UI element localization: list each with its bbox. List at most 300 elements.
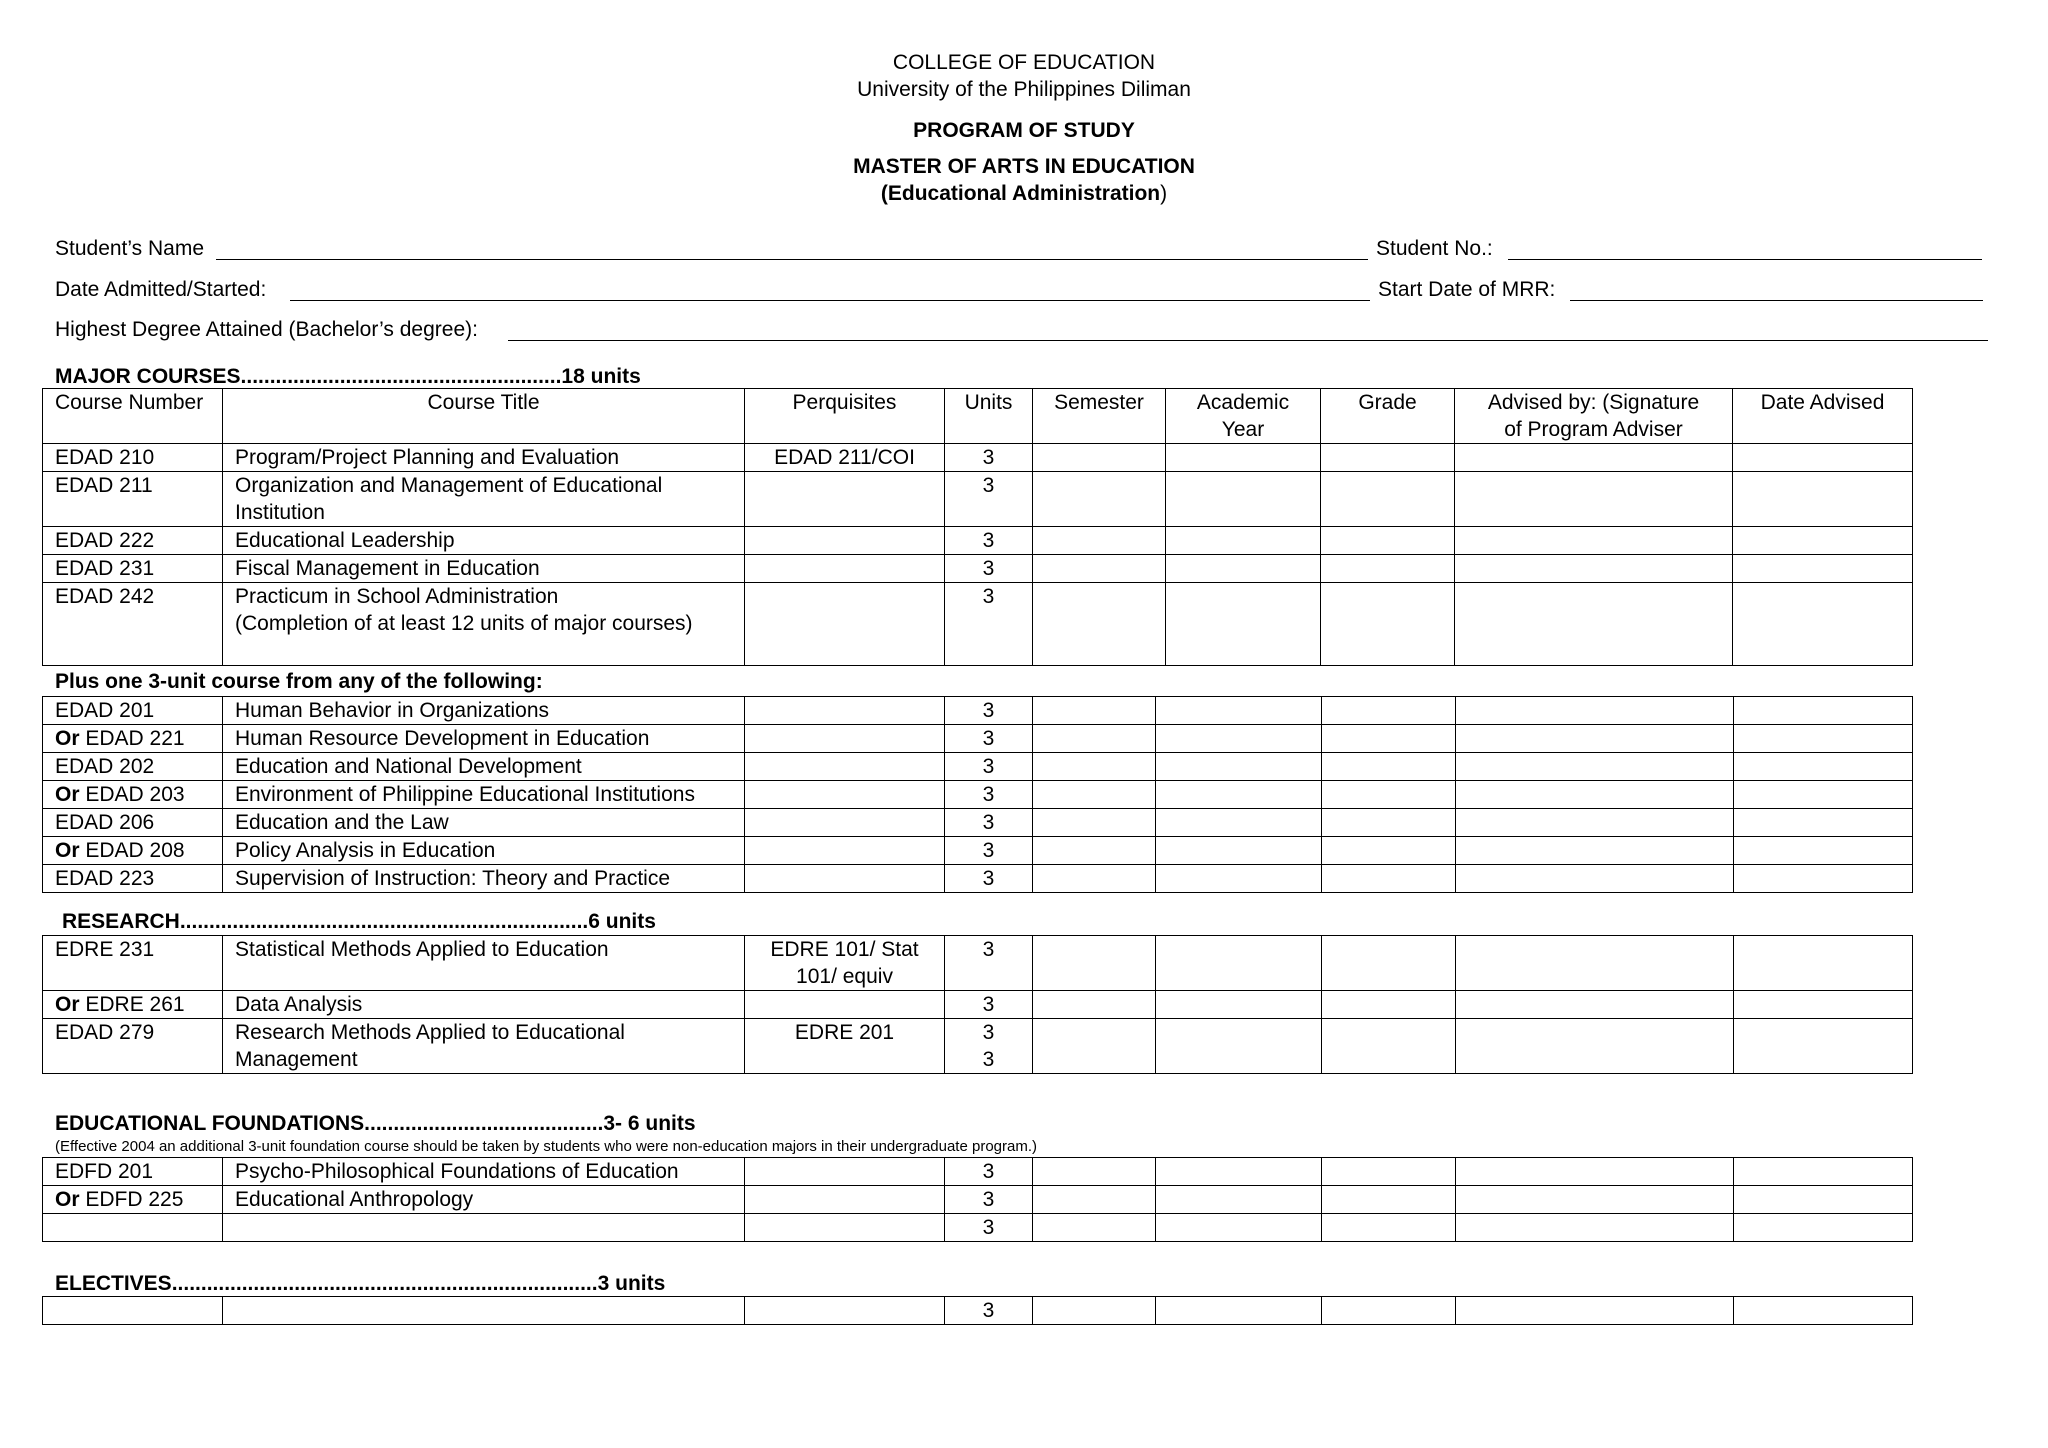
- semester-cell[interactable]: [1033, 991, 1156, 1019]
- course-title-cell: [223, 1186, 745, 1214]
- course-title-cell: [223, 837, 745, 865]
- course-number: EDAD 208: [85, 839, 185, 862]
- course-number-cell: [43, 1019, 223, 1074]
- units-cell: [945, 527, 1033, 555]
- prerequisite-cell: [745, 583, 945, 666]
- prerequisite-cell[interactable]: [745, 725, 945, 753]
- student-no-line[interactable]: [1508, 259, 1982, 260]
- academic-year-cell[interactable]: [1166, 472, 1321, 527]
- cell-text: Management: [235, 1048, 358, 1071]
- highest-degree-label: Highest Degree Attained (Bachelor’s degree):: [55, 318, 478, 341]
- major-courses-heading: MAJOR COURSES.......................................................18 units: [55, 365, 641, 388]
- major-courses-table: [42, 388, 1913, 666]
- academic-year-cell[interactable]: [1156, 1186, 1322, 1214]
- cell-text: 3: [982, 867, 995, 890]
- course-number-cell: [43, 837, 223, 865]
- cell-text: Environment of Philippine Educational Institutions: [235, 783, 695, 806]
- course-number: EDRE 261: [85, 993, 185, 1016]
- cell-text: Advised by: (Signature: [1487, 391, 1700, 414]
- units-cell: [945, 865, 1033, 893]
- cell-text: 3: [982, 938, 995, 961]
- col-academic-year: [1166, 389, 1321, 444]
- cell-text: Practicum in School Administration: [235, 585, 559, 608]
- start-date-mrr-line[interactable]: [1570, 300, 1983, 301]
- cell-text: Human Resource Development in Education: [235, 727, 650, 750]
- academic-year-cell[interactable]: [1156, 1214, 1322, 1242]
- advised-by-cell[interactable]: [1456, 1158, 1734, 1186]
- academic-year-cell[interactable]: [1156, 936, 1322, 991]
- cell-text: 3: [982, 1188, 995, 1211]
- date-advised-cell[interactable]: [1734, 781, 1913, 809]
- col-units: [945, 389, 1033, 444]
- degree-title: MASTER OF ARTS IN EDUCATION: [853, 155, 1195, 178]
- academic-year-cell[interactable]: [1166, 555, 1321, 583]
- prerequisite-cell[interactable]: [745, 1186, 945, 1214]
- table-row: [43, 555, 1913, 583]
- cell-text: Semester: [1054, 391, 1144, 414]
- cell-text: Course Number: [55, 391, 204, 414]
- university-name: University of the Philippines Diliman: [857, 78, 1191, 101]
- date-admitted-label: Date Admitted/Started:: [55, 278, 267, 301]
- course-number-cell: [43, 1214, 223, 1242]
- course-number: EDAD 242: [55, 585, 155, 608]
- advised-by-cell[interactable]: [1456, 753, 1734, 781]
- semester-cell[interactable]: [1033, 697, 1156, 725]
- course-number: EDAD 211: [55, 474, 153, 497]
- course-title-cell: [223, 809, 745, 837]
- table-row: [43, 837, 1913, 865]
- units-cell: [945, 837, 1033, 865]
- semester-cell[interactable]: [1033, 555, 1166, 583]
- prerequisite-cell[interactable]: [745, 1297, 945, 1325]
- grade-cell[interactable]: [1322, 809, 1456, 837]
- course-title-cell: [223, 583, 745, 666]
- units-cell: [945, 1186, 1033, 1214]
- foundations-heading: EDUCATIONAL FOUNDATIONS.........................................3- 6 units: [55, 1112, 696, 1135]
- course-title-cell: [223, 527, 745, 555]
- cell-text: Research Methods Applied to Educational: [235, 1021, 625, 1044]
- table-row: [43, 865, 1913, 893]
- course-title-cell: [223, 1019, 745, 1074]
- advised-by-cell[interactable]: [1456, 1214, 1734, 1242]
- prerequisite-cell[interactable]: [745, 1214, 945, 1242]
- course-title-cell: [223, 991, 745, 1019]
- table-row: [43, 472, 1913, 527]
- grade-cell[interactable]: [1322, 936, 1456, 991]
- cell-text: Units: [964, 391, 1013, 414]
- grade-cell[interactable]: [1322, 1297, 1456, 1325]
- col-course-title: [223, 389, 745, 444]
- units-cell: [945, 697, 1033, 725]
- cell-text: Year: [1221, 418, 1265, 441]
- document-title: PROGRAM OF STUDY: [913, 119, 1135, 142]
- cell-text: Date Advised: [1760, 391, 1885, 414]
- table-row: [43, 583, 1913, 666]
- grade-cell[interactable]: [1321, 527, 1455, 555]
- date-advised-cell[interactable]: [1734, 809, 1913, 837]
- cell-text: 3: [982, 1216, 995, 1239]
- course-number-cell: [43, 1297, 223, 1325]
- cell-text: EDRE 201: [794, 1021, 895, 1044]
- course-title-cell: [223, 444, 745, 472]
- cell-text: Educational Anthropology: [235, 1188, 474, 1211]
- research-heading: RESEARCH......................................................................6 units: [62, 910, 656, 933]
- course-title-cell: [223, 936, 745, 991]
- table-row: [43, 1214, 1913, 1242]
- cell-text: 3: [982, 993, 995, 1016]
- academic-year-cell[interactable]: [1156, 837, 1322, 865]
- col-grade: [1321, 389, 1455, 444]
- academic-year-cell[interactable]: [1156, 753, 1322, 781]
- units-cell: [945, 753, 1033, 781]
- cell-text: 3: [982, 1160, 995, 1183]
- prerequisite-cell: [745, 936, 945, 991]
- cell-text: Supervision of Instruction: Theory and Practice: [235, 867, 671, 890]
- electives-heading: ELECTIVES.........................................................................3 units: [55, 1272, 666, 1295]
- table-row: [43, 1158, 1913, 1186]
- course-number-cell: [43, 725, 223, 753]
- semester-cell[interactable]: [1033, 936, 1156, 991]
- header-row: [43, 389, 1913, 444]
- academic-year-cell[interactable]: [1166, 527, 1321, 555]
- cell-text: Statistical Methods Applied to Education: [235, 938, 609, 961]
- semester-cell[interactable]: [1033, 444, 1166, 472]
- table-row: [43, 781, 1913, 809]
- or-label: Or: [55, 783, 80, 806]
- course-title-cell: [223, 725, 745, 753]
- course-number-cell: [43, 444, 223, 472]
- academic-year-cell[interactable]: [1156, 865, 1322, 893]
- advised-by-cell[interactable]: [1456, 936, 1734, 991]
- or-label: Or: [55, 993, 80, 1016]
- semester-cell[interactable]: [1033, 865, 1156, 893]
- college-name: COLLEGE OF EDUCATION: [892, 51, 1156, 74]
- prerequisite-cell[interactable]: [745, 781, 945, 809]
- prerequisite-cell[interactable]: [745, 697, 945, 725]
- advised-by-cell[interactable]: [1456, 1019, 1734, 1074]
- date-advised-cell[interactable]: [1733, 444, 1913, 472]
- cell-text: Data Analysis: [235, 993, 363, 1016]
- grade-cell[interactable]: [1321, 555, 1455, 583]
- table-row: [43, 444, 1913, 472]
- cell-text: Academic: [1196, 391, 1290, 414]
- cell-text: Education and the Law: [235, 811, 449, 834]
- cell-text: of Program Adviser: [1504, 418, 1683, 441]
- semester-cell[interactable]: [1033, 781, 1156, 809]
- prerequisite-cell: [745, 472, 945, 527]
- cell-text: 3: [982, 1299, 995, 1322]
- units-cell: [945, 809, 1033, 837]
- units-cell: [945, 583, 1033, 666]
- table-row: [43, 936, 1913, 991]
- cell-text: 3: [982, 839, 995, 862]
- cell-text: 3: [982, 783, 995, 806]
- col-prerequisites: [745, 389, 945, 444]
- student-name-line[interactable]: [216, 259, 1368, 260]
- course-number-cell: [43, 781, 223, 809]
- foundations-table: [42, 1157, 1913, 1242]
- date-advised-cell[interactable]: [1734, 697, 1913, 725]
- course-number-cell: [43, 555, 223, 583]
- advised-by-cell[interactable]: [1456, 725, 1734, 753]
- table-row: [43, 809, 1913, 837]
- course-number: EDAD 221: [85, 727, 185, 750]
- cell-text: 3: [982, 811, 995, 834]
- units-cell: [945, 936, 1033, 991]
- or-label: Or: [55, 1188, 80, 1211]
- grade-cell[interactable]: [1322, 1158, 1456, 1186]
- academic-year-cell[interactable]: [1156, 1297, 1322, 1325]
- units-cell: [945, 1019, 1033, 1074]
- cell-text: 3: [982, 446, 995, 469]
- units-cell: [945, 725, 1033, 753]
- course-title-cell: [223, 555, 745, 583]
- date-advised-cell[interactable]: [1734, 753, 1913, 781]
- or-label: Or: [55, 839, 80, 862]
- semester-cell[interactable]: [1033, 472, 1166, 527]
- course-title-cell: [223, 753, 745, 781]
- grade-cell[interactable]: [1321, 444, 1455, 472]
- cell-text: 3: [982, 557, 995, 580]
- advised-by-cell[interactable]: [1456, 1186, 1734, 1214]
- date-advised-cell[interactable]: [1734, 1158, 1913, 1186]
- cell-text: 101/ equiv: [796, 965, 893, 988]
- cell-text: Psycho-Philosophical Foundations of Education: [235, 1160, 679, 1183]
- prerequisite-cell[interactable]: [745, 865, 945, 893]
- course-number: EDRE 231: [55, 938, 155, 961]
- table-row: [43, 1297, 1913, 1325]
- semester-cell[interactable]: [1033, 1158, 1156, 1186]
- academic-year-cell[interactable]: [1156, 1019, 1322, 1074]
- advised-by-cell[interactable]: [1456, 1297, 1734, 1325]
- course-title-cell: [223, 1297, 745, 1325]
- start-date-mrr-label: Start Date of MRR:: [1378, 278, 1556, 301]
- units-cell: [945, 1214, 1033, 1242]
- units-cell: [945, 1297, 1033, 1325]
- student-name-label: Student’s Name: [55, 237, 205, 260]
- cell-text: 3: [982, 529, 995, 552]
- semester-cell[interactable]: [1033, 753, 1156, 781]
- course-title-cell: [223, 1214, 745, 1242]
- units-cell: [945, 472, 1033, 527]
- advised-by-cell[interactable]: [1456, 697, 1734, 725]
- cell-text: 3: [982, 727, 995, 750]
- cell-text: Human Behavior in Organizations: [235, 699, 549, 722]
- date-advised-cell[interactable]: [1734, 837, 1913, 865]
- advised-by-cell[interactable]: [1456, 781, 1734, 809]
- course-number: EDAD 201: [55, 699, 155, 722]
- advised-by-cell[interactable]: [1455, 555, 1733, 583]
- advised-by-cell[interactable]: [1455, 583, 1733, 666]
- academic-year-cell[interactable]: [1156, 725, 1322, 753]
- cell-text: Educational Leadership: [235, 529, 455, 552]
- cell-text: 3: [982, 1021, 995, 1044]
- advised-by-cell[interactable]: [1456, 991, 1734, 1019]
- cell-text: Policy Analysis in Education: [235, 839, 496, 862]
- course-number: EDAD 206: [55, 811, 155, 834]
- date-advised-cell[interactable]: [1733, 583, 1913, 666]
- course-number: EDAD 279: [55, 1021, 155, 1044]
- semester-cell[interactable]: [1033, 583, 1166, 666]
- prerequisite-cell: [745, 444, 945, 472]
- academic-year-cell[interactable]: [1156, 809, 1322, 837]
- course-number-cell: [43, 936, 223, 991]
- advised-by-cell[interactable]: [1455, 444, 1733, 472]
- table-row: [43, 753, 1913, 781]
- semester-cell[interactable]: [1033, 725, 1156, 753]
- plus-one-heading: Plus one 3-unit course from any of the following:: [55, 670, 543, 693]
- col-date-advised: [1733, 389, 1913, 444]
- col-course-number: [43, 389, 223, 444]
- grade-cell[interactable]: [1321, 583, 1455, 666]
- cell-text: EDRE 101/ Stat: [770, 938, 919, 961]
- course-number: EDAD 203: [85, 783, 185, 806]
- col-advised-by: [1455, 389, 1733, 444]
- cell-text: Fiscal Management in Education: [235, 557, 540, 580]
- date-admitted-line[interactable]: [290, 300, 1370, 301]
- advised-by-cell[interactable]: [1456, 865, 1734, 893]
- date-advised-cell[interactable]: [1733, 472, 1913, 527]
- table-row: [43, 527, 1913, 555]
- course-number: EDAD 223: [55, 867, 155, 890]
- table-row: [43, 991, 1913, 1019]
- date-advised-cell[interactable]: [1734, 1297, 1913, 1325]
- course-number: EDAD 222: [55, 529, 155, 552]
- course-number-cell: [43, 753, 223, 781]
- course-number-cell: [43, 1186, 223, 1214]
- grade-cell[interactable]: [1322, 1214, 1456, 1242]
- cell-text: 3: [982, 585, 995, 608]
- course-number-cell: [43, 527, 223, 555]
- date-advised-cell[interactable]: [1733, 555, 1913, 583]
- cell-text: 3: [982, 1048, 995, 1071]
- table-row: [43, 725, 1913, 753]
- academic-year-cell[interactable]: [1156, 1158, 1322, 1186]
- cell-text: Program/Project Planning and Evaluation: [235, 446, 620, 469]
- prerequisite-cell[interactable]: [745, 1158, 945, 1186]
- advised-by-cell[interactable]: [1456, 809, 1734, 837]
- units-cell: [945, 444, 1033, 472]
- table-row: [43, 1186, 1913, 1214]
- academic-year-cell[interactable]: [1156, 781, 1322, 809]
- foundations-note: (Effective 2004 an additional 3-unit foundation course should be taken by students who were non-education majors in their undergraduate program.): [55, 1138, 1038, 1155]
- academic-year-cell[interactable]: [1156, 697, 1322, 725]
- date-advised-cell[interactable]: [1733, 527, 1913, 555]
- specialization-paren: ): [1160, 182, 1168, 205]
- grade-cell[interactable]: [1322, 837, 1456, 865]
- elective-major-table: [42, 696, 1913, 893]
- cell-text: (Completion of at least 12 units of major courses): [235, 612, 693, 635]
- advised-by-cell[interactable]: [1456, 837, 1734, 865]
- course-number-cell: [43, 583, 223, 666]
- grade-cell[interactable]: [1322, 991, 1456, 1019]
- date-advised-cell[interactable]: [1734, 1186, 1913, 1214]
- cell-text: 3: [982, 699, 995, 722]
- course-title-cell: [223, 865, 745, 893]
- units-cell: [945, 991, 1033, 1019]
- advised-by-cell[interactable]: [1455, 527, 1733, 555]
- advised-by-cell[interactable]: [1455, 472, 1733, 527]
- date-advised-cell[interactable]: [1734, 991, 1913, 1019]
- date-advised-cell[interactable]: [1734, 1214, 1913, 1242]
- course-number: EDFD 201: [55, 1160, 154, 1183]
- cell-text: Course Title: [427, 391, 540, 414]
- prerequisite-cell[interactable]: [745, 837, 945, 865]
- highest-degree-line[interactable]: [508, 340, 1988, 341]
- cell-text: Organization and Management of Educational: [235, 474, 663, 497]
- date-advised-cell[interactable]: [1734, 1019, 1913, 1074]
- grade-cell[interactable]: [1322, 697, 1456, 725]
- semester-cell[interactable]: [1033, 1186, 1156, 1214]
- grade-cell[interactable]: [1322, 865, 1456, 893]
- units-cell: [945, 1158, 1033, 1186]
- cell-text: 3: [982, 474, 995, 497]
- col-semester: [1033, 389, 1166, 444]
- semester-cell[interactable]: [1033, 809, 1156, 837]
- academic-year-cell[interactable]: [1166, 583, 1321, 666]
- electives-table: [42, 1296, 1913, 1325]
- grade-cell[interactable]: [1322, 753, 1456, 781]
- semester-cell[interactable]: [1033, 1214, 1156, 1242]
- date-advised-cell[interactable]: [1734, 865, 1913, 893]
- course-number: EDAD 202: [55, 755, 155, 778]
- academic-year-cell[interactable]: [1166, 444, 1321, 472]
- cell-text: Education and National Development: [235, 755, 582, 778]
- grade-cell[interactable]: [1321, 472, 1455, 527]
- course-title-cell: [223, 781, 745, 809]
- course-number: EDFD 225: [85, 1188, 184, 1211]
- academic-year-cell[interactable]: [1156, 991, 1322, 1019]
- or-label: Or: [55, 727, 80, 750]
- course-number-cell: [43, 991, 223, 1019]
- date-advised-cell[interactable]: [1734, 936, 1913, 991]
- cell-text: Grade: [1358, 391, 1417, 414]
- semester-cell[interactable]: [1033, 1019, 1156, 1074]
- table-row: [43, 697, 1913, 725]
- course-number-cell: [43, 472, 223, 527]
- grade-cell[interactable]: [1322, 781, 1456, 809]
- prerequisite-cell: [745, 1019, 945, 1074]
- research-table: [42, 935, 1913, 1074]
- specialization: [0, 180, 2048, 207]
- prerequisite-cell: [745, 527, 945, 555]
- cell-text: Perquisites: [792, 391, 897, 414]
- units-cell: [945, 781, 1033, 809]
- course-number-cell: [43, 1158, 223, 1186]
- semester-cell[interactable]: [1033, 837, 1156, 865]
- grade-cell[interactable]: [1322, 725, 1456, 753]
- course-number-cell: [43, 809, 223, 837]
- grade-cell[interactable]: [1322, 1186, 1456, 1214]
- semester-cell[interactable]: [1033, 1297, 1156, 1325]
- semester-cell[interactable]: [1033, 527, 1166, 555]
- course-title-cell: [223, 697, 745, 725]
- prerequisite-cell: [745, 991, 945, 1019]
- prerequisite-cell[interactable]: [745, 809, 945, 837]
- date-advised-cell[interactable]: [1734, 725, 1913, 753]
- course-title-cell: [223, 1158, 745, 1186]
- prerequisite-cell: [745, 555, 945, 583]
- units-cell: [945, 555, 1033, 583]
- grade-cell[interactable]: [1322, 1019, 1456, 1074]
- cell-text: Institution: [235, 501, 325, 524]
- specialization-text: (Educational Administration: [880, 182, 1161, 205]
- course-number: EDAD 231: [55, 557, 155, 580]
- table-row: [43, 1019, 1913, 1074]
- prerequisite-cell[interactable]: [745, 753, 945, 781]
- cell-text: EDAD 211/COI: [774, 446, 915, 469]
- cell-text: 3: [982, 755, 995, 778]
